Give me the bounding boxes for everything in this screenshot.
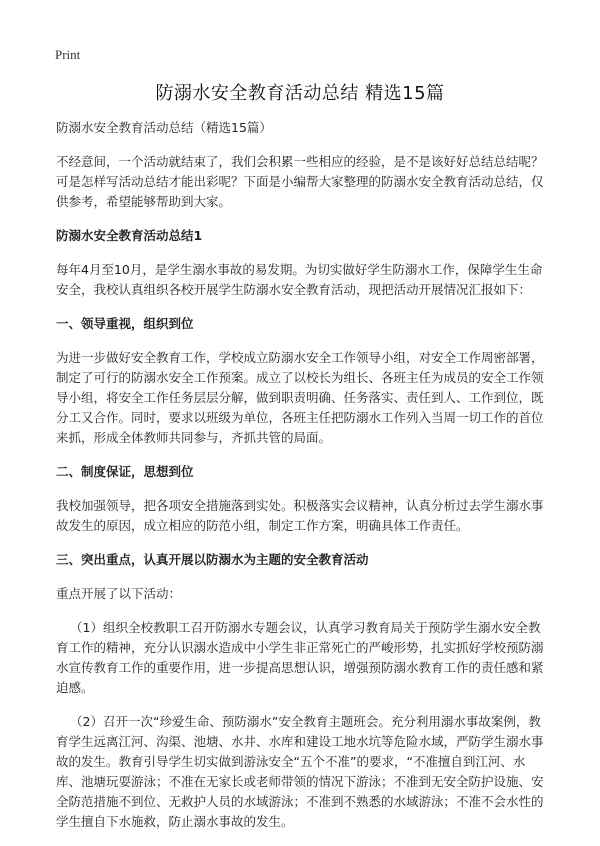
section-title: 防溺水安全教育活动总结1 (56, 228, 203, 243)
print-label: Print (55, 47, 81, 62)
paragraph-2: 为进一步做好安全教育工作，学校成立防溺水安全工作领导小组，对安全工作周密部署，制定了可行的防溺水安全工作预案。成立了以校长为组长、各班主任为成员的安全工作领导小组，将安全工作任务层层分解，做到职责明确、任务落实、责任到人、工作到位，既分工又合作。同时，要求以班级为单位，各班主任把防溺水工作列入当周一切工作的首位来抓，形成全体教师共同参与，齐抓共管的局面。 (56, 350, 544, 445)
document-body (56, 118, 548, 846)
paragraph-3: 我校加强领导，把各项安全措施落到实处。积极落实会议精神，认真分析过去学生溺水事故发生的原因，成立相应的防范小组，制定工作方案，明确具体工作责任。 (56, 498, 544, 533)
paragraph-5: （1）组织全校教职工召开防溺水专题会议，认真学习教育局关于预防学生溺水安全教育工作的精神，充分认识溺水造成中小学生非正常死亡的严峻形势，扎实抓好学校预防溺水宣传教育工作的重要作用，进一步提高思想认识，增强预防溺水教育工作的责任感和紧迫感。 (56, 620, 544, 695)
intro-paragraph: 不经意间，一个活动就结束了，我们会积累一些相应的经验，是不是该好好总结总结呢？可是怎样写活动总结才能出彩呢？下面是小编帮大家整理的防溺水安全教育活动总结，仅供参考，希望能够帮助到大家。 (56, 154, 544, 209)
subtitle: 防溺水安全教育活动总结（精选15篇） (56, 120, 272, 135)
paragraph-6: （2）召开一次“珍爱生命、预防溺水”安全教育主题班会。充分利用溺水事故案例，教育学生远离江河、沟渠、池塘、水井、水库和建设工地水坑等危险水域，严防学生溺水事故的发生。教育引导学生切实做到游泳安全“五个不准”的要求，“不准擅自到江河、水库、池塘玩耍游泳；不准在无家长或老师带领的情况下游泳；不准到无安全防护设施、安全防范措施不到位、无救护人员的水域游泳；不准到不熟悉的水域游泳；不准不会水性的学生擅自下水施救，防止溺水事故的发生。 (56, 714, 544, 829)
page-title: 防溺水安全教育活动总结 精选15篇 (155, 83, 445, 104)
heading-2: 二、制度保证，思想到位 (56, 464, 194, 479)
paragraph-1: 每年4月至10月，是学生溺水事故的易发期。为切实做好学生防溺水工作，保障学生生命安全，我校认真组织各校开展学生防溺水安全教育活动，现把活动开展情况汇报如下： (56, 262, 543, 297)
paragraph-4: 重点开展了以下活动： (56, 586, 182, 601)
heading-1: 一、领导重视，组织到位 (56, 316, 194, 331)
heading-3: 三、突出重点，认真开展以防溺水为主题的安全教育活动 (56, 552, 369, 567)
